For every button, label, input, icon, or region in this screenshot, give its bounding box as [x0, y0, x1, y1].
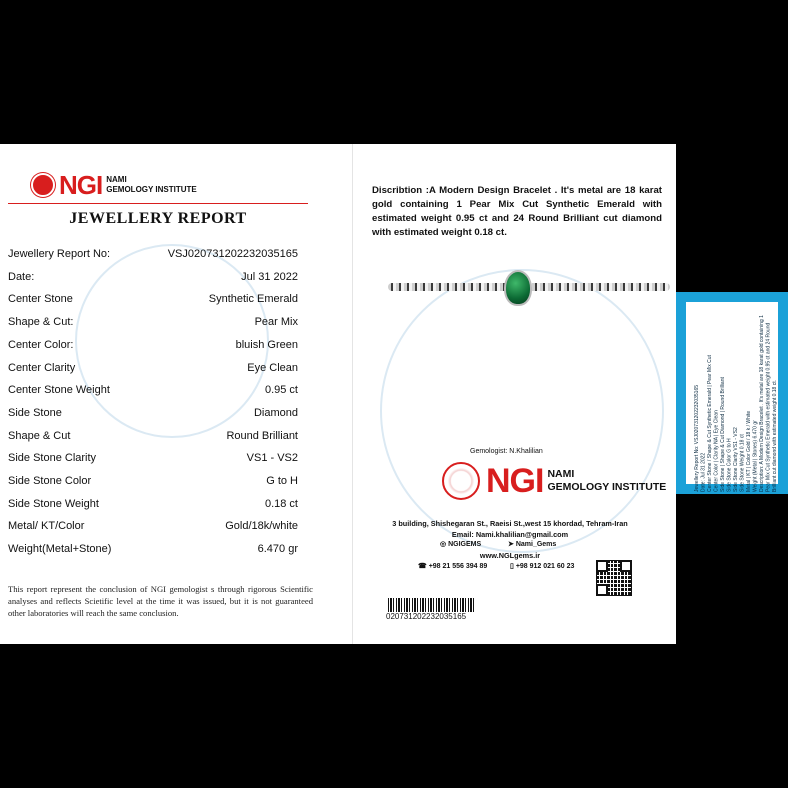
row-label: Shape & Cut: [8, 316, 74, 329]
row-label: Metal/ KT/Color [8, 520, 85, 533]
row-label: Side Stone Clarity [8, 452, 97, 465]
logo-sub-2: GEMOLOGY INSTITUTE [106, 185, 197, 194]
report-row [8, 475, 298, 487]
report-title: JEWELLERY REPORT [69, 210, 247, 227]
row-value: Round Brilliant [226, 429, 298, 442]
qr-finder [596, 560, 608, 572]
barcode [388, 598, 476, 612]
instagram-handle [440, 540, 481, 548]
website: www.NGLgems.ir [479, 551, 541, 560]
report-row [8, 316, 298, 328]
side-card-line: Jewellery Report No: VSJ020731202232035165 [694, 384, 700, 492]
row-value: 0.95 ct [264, 384, 298, 397]
side-card [676, 292, 788, 494]
phone-number: +98 21 556 394 89 [428, 563, 488, 570]
gemologist-name: Gemologist: N.Khalilian [470, 448, 543, 455]
fold-divider [352, 144, 353, 644]
row-label: Center Clarity [8, 361, 76, 374]
ngi-logo [31, 172, 197, 198]
telegram-label: Nami_Gems [515, 541, 557, 548]
address: 3 building, Shishegaran St., Raeisi St.,west 15 khordad, Tehram-Iran [392, 519, 628, 528]
report-row [8, 452, 298, 464]
report-row [8, 248, 298, 260]
row-value: G to H [266, 475, 298, 487]
report-row [8, 543, 298, 555]
side-card-logo: NGI [762, 304, 774, 324]
report-row [8, 430, 298, 442]
phone-icon: ☎ [418, 563, 427, 570]
instagram-label: NGIGEMS [448, 541, 482, 548]
header-rule [8, 203, 308, 204]
row-value: Eye Clean [247, 361, 298, 374]
row-value: Gold/18k/white [225, 520, 298, 533]
side-card-line: Weight (Metal | Stones) 6.470 gr [752, 420, 759, 492]
row-label: Center Stone [8, 293, 73, 306]
logo-brand-large: NGI [486, 462, 544, 500]
row-label: Side Stone [8, 406, 62, 419]
mobile-icon: ▯ [510, 563, 514, 570]
mobile-number: +98 912 021 60 23 [515, 563, 575, 570]
row-value: VS1 - VS2 [246, 452, 298, 465]
description: Discribtion :A Modern Design Bracelet . It's metal are 18 karat gold containing 1 Pear Mix Cut Synthetic Emerald with estimated weight 0.95 ct and 24 Round Brilliant cut diamond with estimated weight 0.18 ct. [372, 185, 662, 238]
row-value: VSJ020731202232035165 [167, 248, 298, 260]
phone [418, 562, 487, 570]
report-row [8, 498, 298, 510]
side-card-line: Metal | KT | Color Gold / 18 k / White [746, 410, 752, 492]
row-value: Pear Mix [254, 316, 298, 329]
instagram-icon: ◎ [440, 541, 447, 548]
mobile [510, 562, 574, 570]
ngi-logo-large [442, 462, 666, 500]
row-value: Jul 31 2022 [241, 270, 298, 283]
report-row [8, 520, 298, 532]
telegram-icon: ➤ [508, 541, 514, 548]
telegram-handle [508, 540, 556, 548]
row-label: Side Stone Weight [8, 497, 99, 510]
disclaimer: This report represent the conclusion of NGI gemologist s through rigorous Scientific analyses and reflects Scietific level at the time it was issued, but it is not guaranteed other laboratories will reach the same conclusion. [8, 584, 313, 618]
side-card-line: Side Stone Weight 0.18 ct [739, 434, 746, 492]
side-card-line: Side Stone Clarity VS1 - VS2 [733, 427, 739, 492]
side-card-line: Description: A Modern Design Bracelet . It's metal are 18 karat gold containing 1 Pear Mix Cut Synthetic Emerald with estimated weight 0.95 ct and 24 Round Brilliant cut diamond with estimated weight 0.18 ct. [759, 315, 778, 492]
report-row [8, 407, 298, 419]
row-label: Center Stone Weight [8, 384, 110, 397]
logo-sub-2-large: GEMOLOGY INSTITUTE [547, 481, 667, 493]
side-card-line: Center Stone / Shape & Cut Synthetic Emerald | Pear Mix Cut [707, 355, 713, 492]
row-label: Center Color: [8, 338, 74, 351]
side-card-line: Center Color | Clarity NA | Eye Clean [713, 410, 720, 492]
row-value: 0.18 ct [264, 497, 298, 510]
side-card-line: Date: Jul 31 2022 [700, 452, 707, 492]
logo-sub-1-large: NAMI [547, 468, 575, 480]
watermark-seal-right [380, 269, 667, 553]
row-value: Diamond [253, 406, 298, 419]
row-label: Weight(Metal+Stone) [8, 543, 112, 556]
side-card-line: Side Stone Color G to H [726, 438, 733, 492]
row-label: Side Stone Color [8, 475, 92, 487]
side-card-line: Side Stone | Shape & Cut Diamond | Round Brilliant [720, 377, 726, 492]
report-row [8, 362, 298, 374]
ngi-seal-icon [442, 462, 480, 500]
qr-finder [620, 560, 632, 572]
row-value: 6.470 gr [257, 543, 298, 556]
row-label: Shape & Cut [8, 429, 71, 442]
emerald-stone-image [504, 270, 532, 306]
logo-sub-1: NAMI [106, 175, 127, 184]
side-card-body [686, 302, 778, 492]
report-row [8, 339, 298, 351]
side-card-text [694, 312, 779, 492]
row-value: Synthetic Emerald [208, 293, 298, 306]
qr-finder [596, 584, 608, 596]
row-label: Jewellery Report No: [8, 248, 111, 260]
jewellery-report-card [0, 144, 676, 644]
report-row [8, 384, 298, 396]
row-label: Date: [8, 270, 35, 283]
report-row [8, 293, 298, 305]
row-value: bluish Green [235, 338, 298, 351]
barcode-number: 020731202232035165 [386, 612, 467, 621]
ngi-seal-icon [31, 173, 55, 197]
email: Email: Nami.khalilian@gmail.com [451, 530, 569, 539]
logo-brand: NGI [59, 170, 103, 200]
report-row [8, 271, 298, 283]
